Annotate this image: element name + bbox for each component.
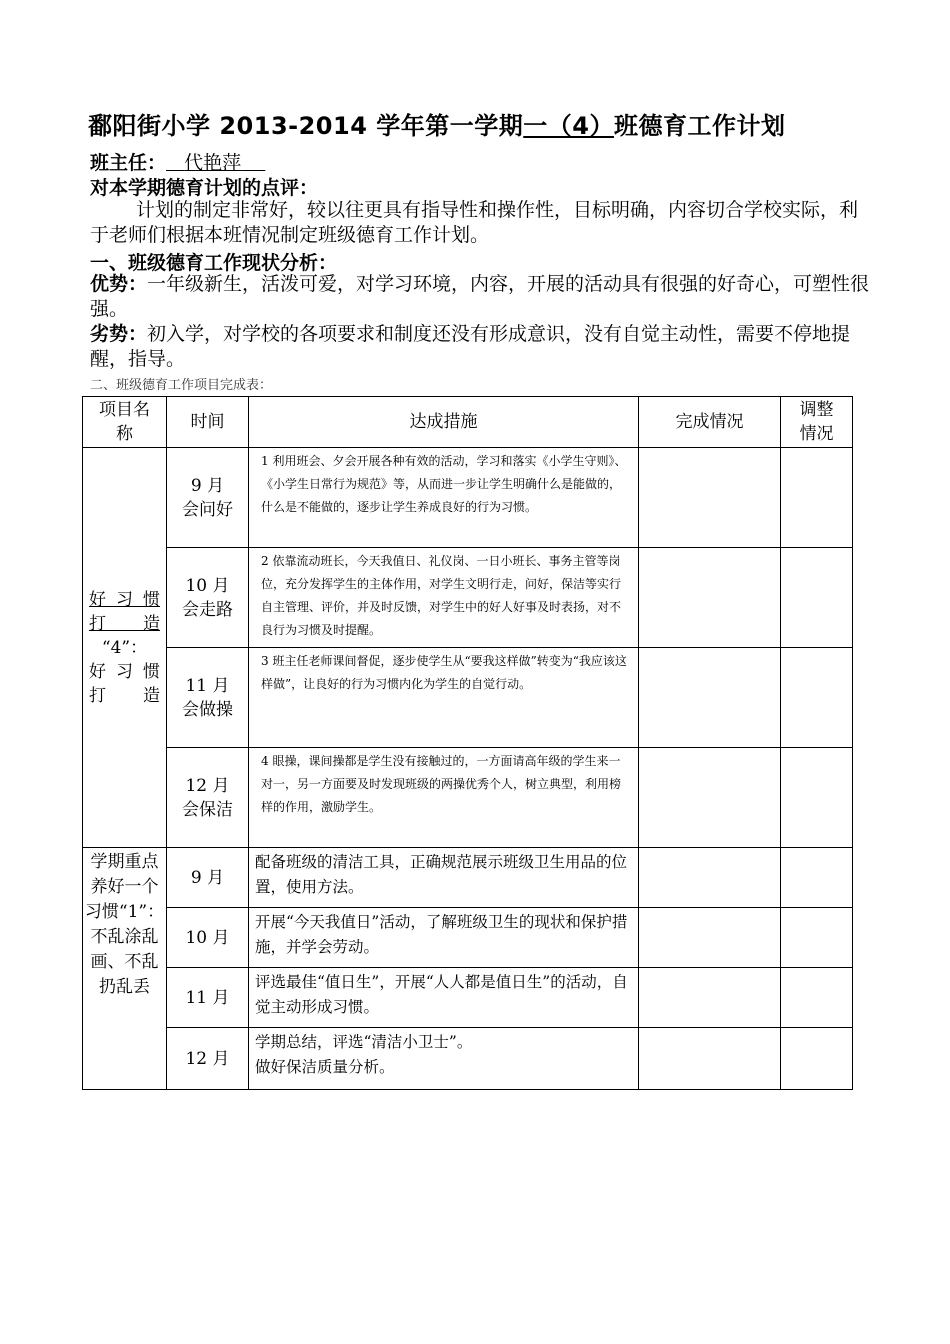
adjust-cell (781, 968, 853, 1028)
measure-cell: 配备班级的清洁工具，正确规范展示班级卫生用品的位置，使用方法。 (249, 848, 639, 908)
teacher-line: 班主任： 代艳萍 (90, 148, 265, 175)
measure-cell: 1 利用班会、夕会开展各种有效的活动，学习和落实《小学生守则》、《小学生日常行为规范》等，从而进一步让学生明确什么是能做的，什么是不能做的，逐步让学生养成良好的行为习惯。 (249, 448, 639, 548)
time-cell: 10 月 会走路 (167, 548, 249, 648)
header-project: 项目名称 (83, 397, 167, 448)
measure-cell: 学期总结，评选“清洁小卫士”。 做好保洁质量分析。 (249, 1028, 639, 1090)
section1-heading: 一、班级德育工作现状分析： (90, 252, 338, 274)
table-row (83, 448, 853, 548)
table-row (83, 648, 853, 748)
table-row (83, 748, 853, 848)
measure-cell: 开展“今天我值日”活动，了解班级卫生的现状和保护措施，并学会劳动。 (249, 908, 639, 968)
adjust-cell (781, 848, 853, 908)
time-cell: 12 月 (167, 1028, 249, 1090)
completion-cell (639, 1028, 781, 1090)
title-grade: 一（4） (523, 112, 614, 140)
table-row (83, 548, 853, 648)
adjust-cell (781, 1028, 853, 1090)
table-row (83, 968, 853, 1028)
comment-heading: 对本学期德育计划的点评： (90, 177, 319, 199)
time-cell: 9 月 (167, 848, 249, 908)
measure-cell: 3 班主任老师课间督促，逐步使学生从“要我这样做”转变为“我应该这样做”，让良好的行为习惯内化为学生的自觉行动。 (249, 648, 639, 748)
table-row (83, 908, 853, 968)
category-good-habits: 好 习 惯 打 造 “4”： 好 习 惯 打造 (83, 448, 167, 848)
measure-cell: 评选最佳“值日生”，开展“人人都是值日生”的活动，自觉主动形成习惯。 (249, 968, 639, 1028)
header-adjust: 调整情况 (781, 397, 853, 448)
time-cell: 9 月 会问好 (167, 448, 249, 548)
measure-cell: 2 依靠流动班长，今天我值日、礼仪岗、一日小班长、事务主管等岗位，充分发挥学生的主体作用，对学生文明行走，问好，保洁等实行自主管理、评价，并及时反馈，对学生中的好人好事及时表扬，对不良行为习惯及时提醒。 (249, 548, 639, 648)
completion-cell (639, 908, 781, 968)
adjust-cell (781, 648, 853, 748)
category-key-habit: 学期重点养好一个习惯“1”：不乱涂乱画、不乱扔乱丢 (83, 848, 167, 1090)
section2-caption: 二、班级德育工作项目完成表： (90, 378, 273, 393)
completion-cell (639, 968, 781, 1028)
adjust-cell (781, 908, 853, 968)
comment-text: 计划的制定非常好，较以往更具有指导性和操作性，目标明确，内容切合学校实际，利于老师们根据本班情况制定班级德育工作计划。 (90, 199, 859, 246)
measure-cell: 4 眼操，课间操都是学生没有接触过的，一方面请高年级的学生来一对一，另一方面要及时发现班级的两操优秀个人，树立典型，利用榜样的作用，激励学生。 (249, 748, 639, 848)
table-row (83, 848, 853, 908)
time-cell: 10 月 (167, 908, 249, 968)
page-title: 鄱阳街小学 2013-2014 学年第一学期一（4）班德育工作计划 (88, 112, 786, 140)
completion-cell (639, 848, 781, 908)
time-cell: 11 月 (167, 968, 249, 1028)
header-time: 时间 (167, 397, 249, 448)
completion-cell (639, 748, 781, 848)
completion-cell (639, 448, 781, 548)
adjust-cell (781, 548, 853, 648)
table-header-row (83, 397, 853, 448)
header-measures: 达成措施 (249, 397, 639, 448)
completion-cell (639, 648, 781, 748)
time-cell: 12 月 会保洁 (167, 748, 249, 848)
table-row (83, 1028, 853, 1090)
adjust-cell (781, 748, 853, 848)
plan-table (82, 396, 853, 1090)
adjust-cell (781, 448, 853, 548)
header-completion: 完成情况 (639, 397, 781, 448)
teacher-name: 代艳萍 (184, 152, 242, 174)
advantage-paragraph: 优势：一年级新生，活泼可爱，对学习环境，内容，开展的活动具有很强的好奇心，可塑性很强。 (90, 273, 870, 320)
disadvantage-paragraph: 劣势：初入学，对学校的各项要求和制度还没有形成意识，没有自觉主动性，需要不停地提醒，指导。 (90, 323, 851, 370)
completion-cell (639, 548, 781, 648)
time-cell: 11 月 会做操 (167, 648, 249, 748)
